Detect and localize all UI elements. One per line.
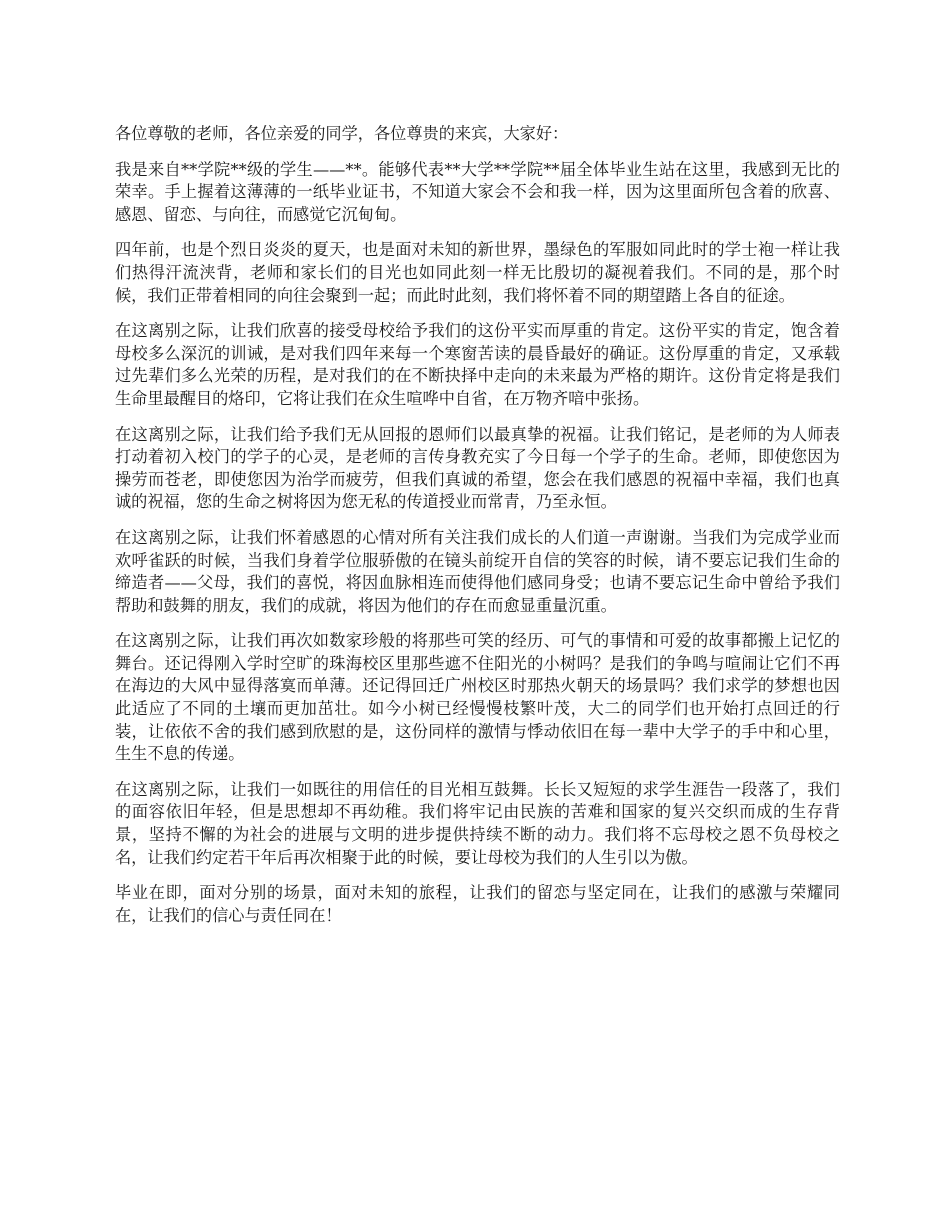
closing-paragraph: 毕业在即，面对分别的场景，面对未知的旅程，让我们的留恋与坚定同在，让我们的感激与荣耀同在，让我们的信心与责任同在！ — [115, 883, 840, 925]
document-body — [115, 123, 840, 940]
memory-paragraph: 四年前，也是个烈日炎炎的夏天，也是面对未知的新世界，墨绿色的军服如同此时的学士袍一样让我们热得汗流浃背，老师和家长们的目光也如同此刻一样无比殷切的凝视着我们。不同的是，那个时候，我们正带着相同的向往会聚到一起；而此时此刻，我们将怀着不同的期望踏上各自的征途。 — [115, 240, 840, 305]
school-affirmation-paragraph: 在这离别之际，让我们欣喜的接受母校给予我们的这份平实而厚重的肯定。这份平实的肯定，饱含着母校多么深沉的训诫，是对我们四年来每一个寒窗苦读的晨昏最好的确证。这份厚重的肯定，又承载过先辈们多么光荣的历程，是对我们的在不断抉择中走向的未来最为严格的期许。这份肯定将是我们生命里最醒目的烙印，它将让我们在众生喧哗中自省，在万物齐喑中张扬。 — [115, 321, 840, 408]
campus-memories-paragraph: 在这离别之际，让我们再次如数家珍般的将那些可笑的经历、可气的事情和可爱的故事都搬上记忆的舞台。还记得刚入学时空旷的珠海校区里那些遮不住阳光的小树吗？是我们的争鸣与喧闹让它们不再在海边的大风中显得落寞而单薄。还记得回迁广州校区时那热火朝天的场景吗？我们求学的梦想也因此适应了不同的土壤而更加茁壮。如今小树已经慢慢枝繁叶茂，大二的同学们也开始打点回迁的行装，让依依不舍的我们感到欣慰的是，这份同样的激情与悸动依旧在每一辈中大学子的手中和心里，生生不息的传递。 — [115, 631, 840, 764]
greeting-paragraph: 各位尊敬的老师，各位亲爱的同学，各位尊贵的来宾，大家好： — [115, 124, 569, 143]
intro-paragraph: 我是来自**学院**级的学生——**。能够代表**大学**学院**届全体毕业生站在这里，我感到无比的荣幸。手上握着这薄薄的一纸毕业证书，不知道大家会不会和我一样，因为这里面所包含着的欣喜、感恩、留恋、与向往，而感觉它沉甸甸。 — [115, 159, 840, 224]
gratitude-paragraph: 在这离别之际，让我们怀着感恩的心情对所有关注我们成长的人们道一声谢谢。当我们为完成学业而欢呼雀跃的时候，当我们身着学位服骄傲的在镜头前绽开自信的笑容的时候，请不要忘记我们生命的缔造者——父母，我们的喜悦，将因血脉相连而使得他们感同身受；也请不要忘记生命中曾给予我们帮助和鼓舞的朋友，我们的成就，将因为他们的存在而愈显重量沉重。 — [115, 527, 840, 615]
teacher-blessing-paragraph: 在这离别之际，让我们给予我们无从回报的恩师们以最真挚的祝福。让我们铭记，是老师的为人师表打动着初入校门的学子的心灵，是老师的言传身教充实了今日每一个学子的生命。老师，即使您因为操劳而苍老，即使您因为治学而疲劳，但我们真诚的希望，您会在我们感恩的祝福中幸福，我们也真诚的祝福，您的生命之树将因为您无私的传道授业而常青，乃至永恒。 — [115, 424, 840, 512]
mutual-encouragement-paragraph: 在这离别之际，让我们一如既往的用信任的目光相互鼓舞。长长又短短的求学生涯告一段落了，我们的面容依旧年轻，但是思想却不再幼稚。我们将牢记由民族的苦难和国家的复兴交织而成的生存背景，坚持不懈的为社会的进展与文明的进步提供持续不断的动力。我们将不忘母校之恩不负母校之名，让我们约定若干年后再次相聚于此的时候，要让母校为我们的人生引以为傲。 — [115, 779, 840, 867]
